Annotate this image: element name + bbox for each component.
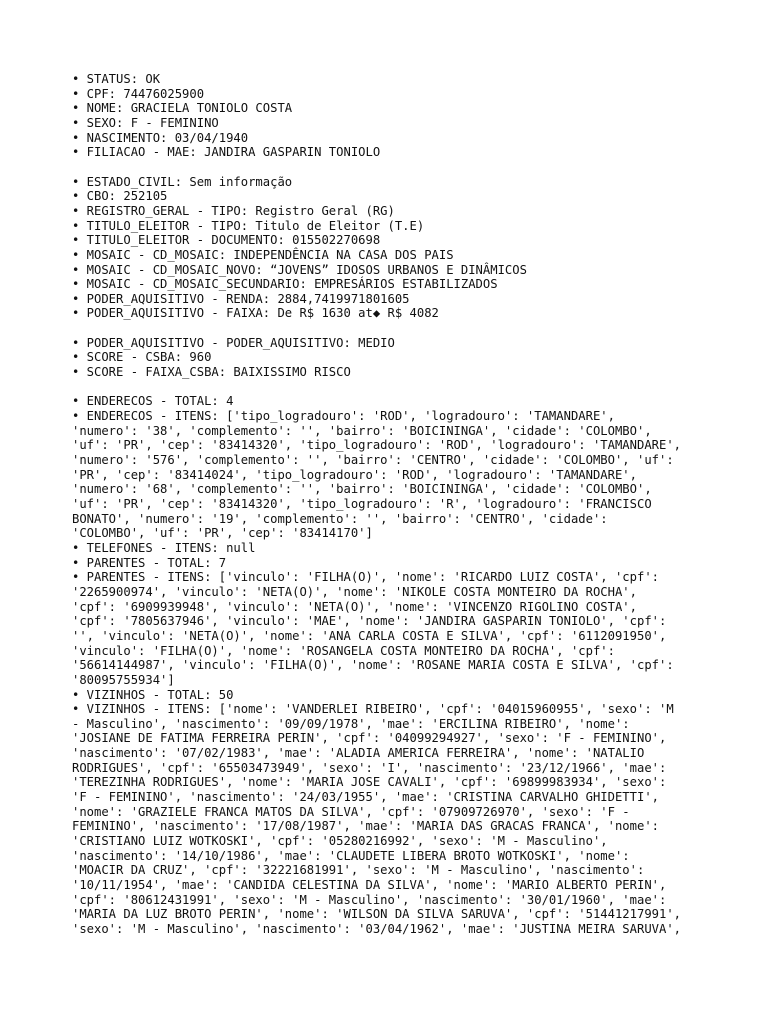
group-profile — [72, 175, 712, 322]
list-item-enderecos-itens: • ENDERECOS - ITENS: ['tipo_logradouro': 'ROD', 'logradouro': 'TAMANDARE', 'numero': '38', 'complemento': '', 'bairro': 'BOICININGA', 'cidade': 'COLOMBO', 'uf': 'PR', 'cep': '83414320', 'tipo_logradouro': 'ROD', 'logradouro': 'TAMANDARE', 'numero': '576', 'complemento': '', 'bairro': 'CENTRO', 'cidade': 'COLOMBO', 'uf': 'PR', 'cep': '83414024', 'tipo_logradouro': 'ROD', 'logradouro': 'TAMANDARE', 'numero': '68', 'complemento': '', 'bairro': 'BOICININGA', 'cidade': 'COLOMBO', 'uf': 'PR', 'cep': '83414320', 'tipo_logradouro': 'R', 'logradouro': 'FRANCISCO BONATO', 'numero': '19', 'complemento': '', 'bairro': 'CENTRO', 'cidade': 'COLOMBO', 'uf': 'PR', 'cep': '83414170'] — [72, 409, 682, 541]
list-item-faixa: • PODER_AQUISITIVO - FAIXA: De R$ 1630 at◆ R$ 4082 — [72, 306, 439, 321]
list-item-faixa-csba: • SCORE - FAIXA_CSBA: BAIXISSIMO RISCO — [72, 365, 351, 380]
group-identity — [72, 72, 712, 160]
list-item-nome: • NOME: GRACIELA TONIOLO COSTA — [72, 101, 293, 116]
list-item-vizinhos-total: • VIZINHOS - TOTAL: 50 — [72, 687, 234, 702]
list-item-status: • STATUS: OK — [72, 72, 161, 86]
list-item-mosaic-novo: • MOSAIC - CD_MOSAIC_NOVO: “JOVENS” IDOSOS URBANOS E DINÂMICOS — [72, 262, 527, 277]
group-relations — [72, 394, 712, 936]
list-item-mosaic-secundario: • MOSAIC - CD_MOSAIC_SECUNDARIO: EMPRESÁRIOS ESTABILIZADOS — [72, 277, 498, 292]
list-item-enderecos-total: • ENDERECOS - TOTAL: 4 — [72, 394, 234, 409]
list-item-telefones-itens: • TELEFONES - ITENS: null — [72, 540, 256, 555]
list-item-cpf: • CPF: 74476025900 — [72, 86, 205, 101]
list-item-parentes-itens: • PARENTES - ITENS: ['vinculo': 'FILHA(O)', 'nome': 'RICARDO LUIZ COSTA', 'cpf': '2265900974', 'vinculo': 'NETA(O)', 'nome': 'NIKOLE COSTA MONTEIRO DA ROCHA', 'cpf': '6909939948', 'vinculo': 'NETA(O)', 'nome': 'VINCENZO RIGOLINO COSTA', 'cpf': '7805637946', 'vinculo': 'MAE', 'nome': 'JANDIRA GASPARIN TONIOLO', 'cpf': '', 'vinculo': 'NETA(O)', 'nome': 'ANA CARLA COSTA E SILVA', 'cpf': '6112091950', 'vinculo': 'FILHA(O)', 'nome': 'ROSANGELA COSTA MONTEIRO DA ROCHA', 'cpf': '56614144987', 'vinculo': 'FILHA(O)', 'nome': 'ROSANE MARIA COSTA E SILVA', 'cpf': '80095755934'] — [72, 570, 674, 687]
group-score — [72, 336, 712, 380]
list-item-sexo: • SEXO: F - FEMININO — [72, 115, 219, 130]
list-item-registro-geral-tipo: • REGISTRO_GERAL - TIPO: Registro Geral (RG) — [72, 203, 395, 218]
list-item-titulo-eleitor-documento: • TITULO_ELEITOR - DOCUMENTO: 015502270698 — [72, 233, 381, 248]
list-item-filiacao: • FILIACAO - MAE: JANDIRA GASPARIN TONIOLO — [72, 145, 381, 160]
list-item-titulo-eleitor-tipo: • TITULO_ELEITOR - TIPO: Titulo de Eleitor (T.E) — [72, 218, 425, 233]
list-item-renda: • PODER_AQUISITIVO - RENDA: 2884,7419971801605 — [72, 291, 410, 306]
list-item-score-csba: • SCORE - CSBA: 960 — [72, 350, 212, 365]
list-item-poder-aquisitivo: • PODER_AQUISITIVO - PODER_AQUISITIVO: MEDIO — [72, 335, 395, 350]
document-page — [72, 72, 712, 937]
list-item-cbo: • CBO: 252105 — [72, 189, 168, 204]
list-item-estado-civil: • ESTADO_CIVIL: Sem informação — [72, 174, 293, 189]
list-item-vizinhos-itens: • VIZINHOS - ITENS: ['nome': 'VANDERLEI RIBEIRO', 'cpf': '04015960955', 'sexo': 'M - Masculino', 'nascimento': '09/09/1978', 'mae': 'ERCILINA RIBEIRO', 'nome': 'JOSIANE DE FATIMA FERREIRA PERIN', 'cpf': '04099294927', 'sexo': 'F - FEMININO', 'nascimento': '07/02/1983', 'mae': 'ALADIA AMERICA FERREIRA', 'nome': 'NATALIO RODRIGUES', 'cpf': '65503473949', 'sexo': 'I', 'nascimento': '23/12/1966', 'mae': 'TEREZINHA RODRIGUES', 'nome': 'MARIA JOSE CAVALI', 'cpf': '69899983934', 'sexo': 'F - FEMININO', 'nascimento': '24/03/1955', 'mae': 'CRISTINA CARVALHO GHIDETTI', 'nome': 'GRAZIELE FRANCA MATOS DA SILVA', 'cpf': '07909726970', 'sexo': 'F - FEMININO', 'nascimento': '17/08/1987', 'mae': 'MARIA DAS GRACAS FRANCA', 'nome': 'CRISTIANO LUIZ WOTKOSKI', 'cpf': '05280216992', 'sexo': 'M - Masculino', 'nascimento': '14/10/1986', 'mae': 'CLAUDETE LIBERA BROTO WOTKOSKI', 'nome': 'MOACIR DA CRUZ', 'cpf': '32221681991', 'sexo': 'M - Masculino', 'nascimento': '10/11/1954', 'mae': 'CANDIDA CELESTINA DA SILVA', 'nome': 'MARIO ALBERTO PERIN', 'cpf': '80612431991', 'sexo': 'M - Masculino', 'nascimento': '30/01/1960', 'mae': 'MARIA DA LUZ BROTO PERIN', 'nome': 'WILSON DA SILVA SARUVA', 'cpf': '51441217991', 'sexo': 'M - Masculino', 'nascimento': '03/04/1962', 'mae': 'JUSTINA MEIRA SARUVA', — [72, 702, 682, 937]
list-item-mosaic: • MOSAIC - CD_MOSAIC: INDEPENDÊNCIA NA CASA DOS PAIS — [72, 247, 454, 262]
list-item-parentes-total: • PARENTES - TOTAL: 7 — [72, 555, 227, 570]
list-item-nascimento: • NASCIMENTO: 03/04/1940 — [72, 130, 249, 145]
